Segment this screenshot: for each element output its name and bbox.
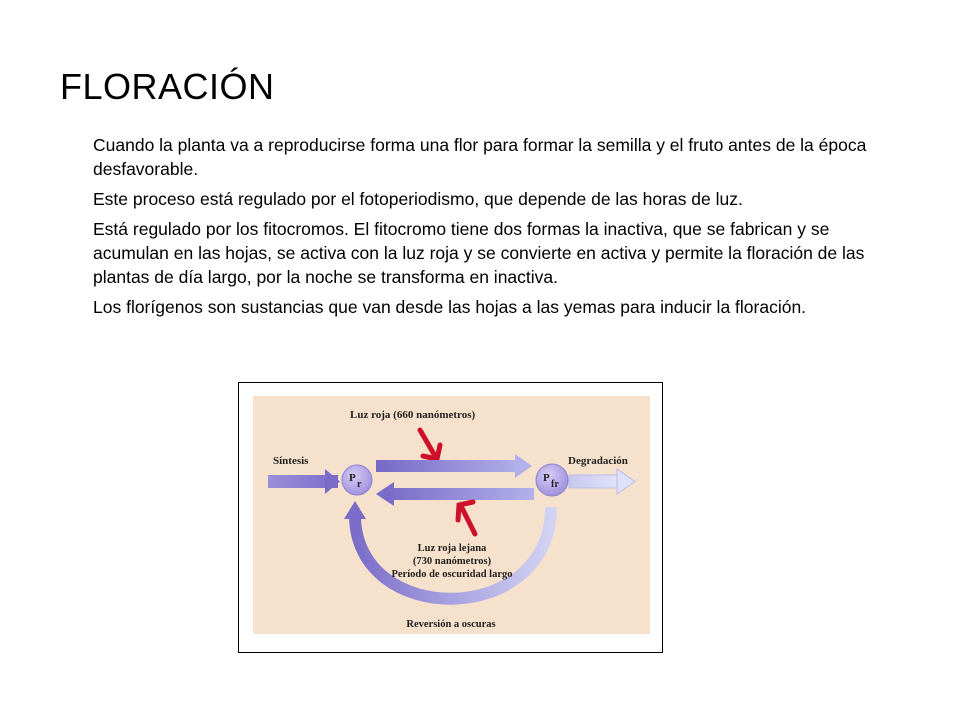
degradation-label: Degradación	[568, 455, 628, 467]
pfr-node-label: P	[543, 472, 550, 484]
slide-title: FLORACIÓN	[60, 66, 275, 107]
pfr-node-subscript: fr	[551, 479, 559, 490]
pr-node-subscript: r	[357, 479, 362, 490]
pfr-node	[536, 464, 568, 496]
dark-reversion-label: Reversión a oscuras	[406, 619, 496, 630]
far-red-label-line2: (730 nanómetros)	[412, 556, 492, 567]
far-red-label-line3: Período de oscuridad largo	[391, 569, 513, 580]
paragraph-florigens: Los florígenos son sustancias que van desde las hojas a las yemas para inducir la floración.	[93, 297, 807, 317]
phytochrome-diagram	[238, 382, 663, 653]
red-light-label: Luz roja (660 nanómetros)	[350, 409, 476, 421]
far-red-label-line1: Luz roja lejana	[417, 543, 487, 554]
pr-node	[342, 465, 372, 495]
paragraph-intro: Cuando la planta va a reproducirse forma una flor para formar la semilla y el fruto antes de la época desfavorable.	[93, 135, 867, 179]
paragraph-photoperiodism: Este proceso está regulado por el fotoperiodismo, que depende de las horas de luz.	[93, 189, 743, 209]
pr-node-label: P	[349, 472, 356, 484]
phytochrome-diagram-svg	[239, 383, 662, 652]
synthesis-label: Síntesis	[273, 455, 309, 467]
paragraph-phytochromes: Está regulado por los fitocromos. El fitocromo tiene dos formas la inactiva, que se fabrican y se acumulan en las hojas, se activa con la luz roja y se convierte en activa y permite la floración de las plantas de día largo, por la noche se transforma en inactiva.	[93, 219, 865, 287]
slide-body	[93, 133, 883, 325]
